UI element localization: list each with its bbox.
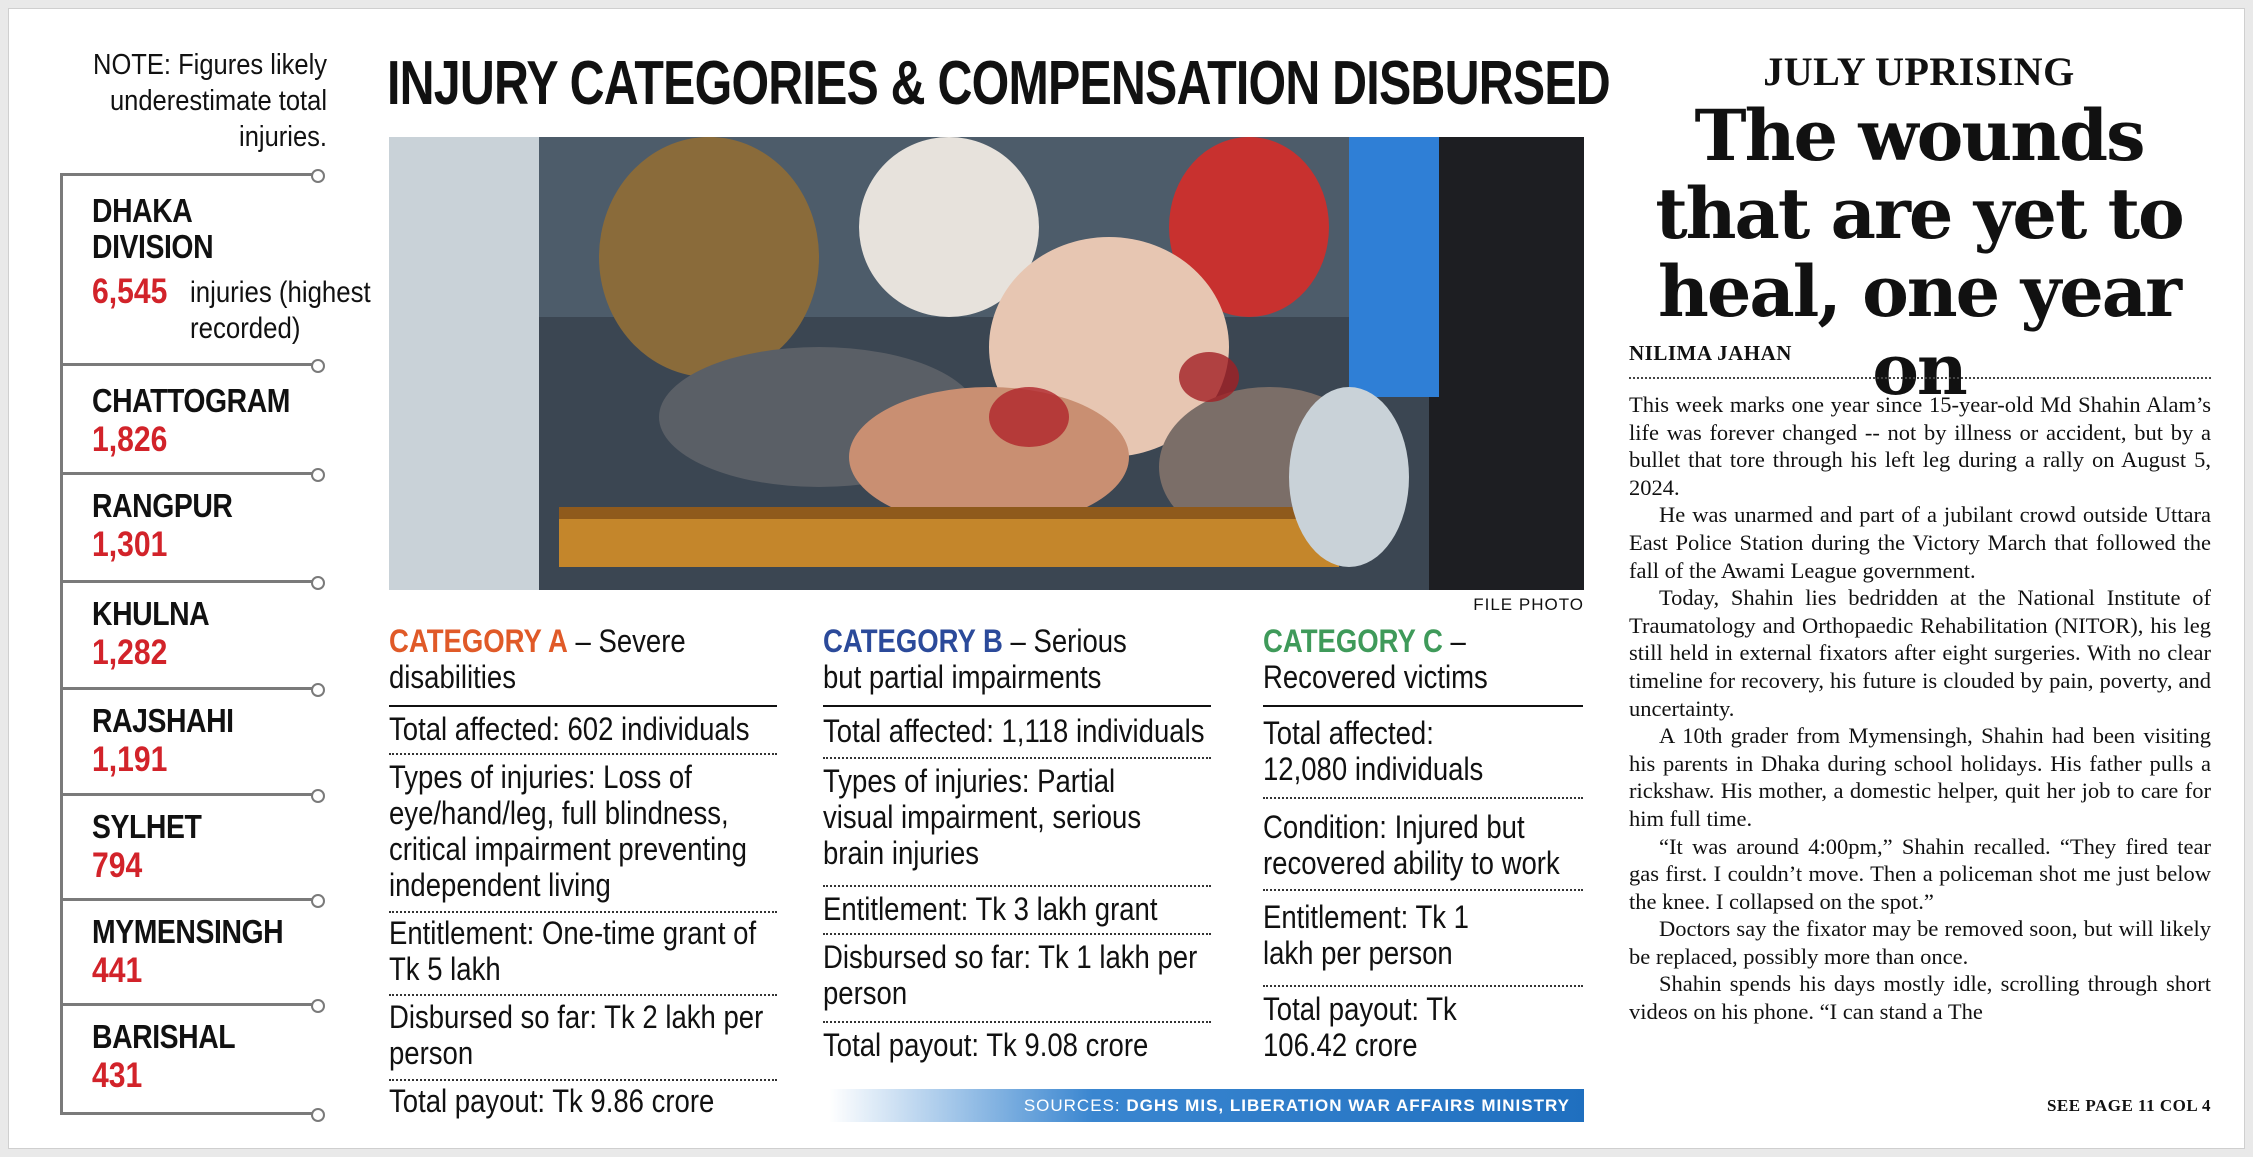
rail-node <box>311 576 325 590</box>
category-desc: – Recovered victims <box>1263 623 1488 695</box>
rail-node <box>311 999 325 1013</box>
divider <box>1263 705 1583 707</box>
divider <box>60 898 315 901</box>
rail-node <box>311 789 325 803</box>
category-row <box>1263 991 1583 1063</box>
sources-text: DGHS MIS, LIBERATION WAR AFFAIRS MINISTRY <box>1126 1096 1570 1115</box>
division-count: 6,545 <box>92 272 168 311</box>
rail-node <box>311 468 325 482</box>
division-name: CHATTOGRAM <box>92 382 291 419</box>
rail-node <box>311 359 325 373</box>
division-name: RANGPUR <box>92 487 233 524</box>
row-text: Total affected: 1,118 individuals <box>823 713 1205 749</box>
divider <box>389 994 777 996</box>
news-photo <box>389 137 1584 590</box>
category-heading <box>1263 623 1521 695</box>
division-count: 1,191 <box>92 740 168 779</box>
divider <box>823 885 1211 887</box>
row-text: Entitlement: One-time grant of Tk 5 lakh <box>389 915 757 987</box>
row-text: Total payout: Tk 9.08 crore <box>823 1027 1149 1063</box>
category-row <box>823 891 1211 927</box>
row-text: Disbursed so far: Tk 1 lakh per person <box>823 939 1198 1011</box>
division-count: 1,826 <box>92 420 168 459</box>
byline-divider <box>1629 377 2211 379</box>
row-text: Entitlement: Tk 1 lakh per person <box>1263 899 1469 971</box>
category-desc: – Serious but partial impairments <box>823 623 1127 695</box>
division-extra: injuries (highest recorded) <box>190 276 371 345</box>
divider <box>823 1021 1211 1023</box>
division-name: BARISHAL <box>92 1018 236 1055</box>
divider <box>1263 797 1583 799</box>
divider <box>823 757 1211 759</box>
divider <box>60 363 315 366</box>
division-count: 794 <box>92 846 143 885</box>
division-rail-line <box>60 173 63 1115</box>
divider <box>60 793 315 796</box>
category-row <box>823 939 1211 1011</box>
category-a <box>389 623 777 1119</box>
article-kicker: JULY UPRISING <box>1763 49 2075 94</box>
row-text: Types of injuries: Loss of eye/hand/leg, full blindness, critical impairment preventing independent living <box>389 759 747 903</box>
rail-node <box>311 894 325 908</box>
divider <box>1263 889 1583 891</box>
divider <box>389 753 777 755</box>
article-paragraph: Today, Shahin lies bedridden at the National Institute of Traumatology and Orthopaedic Rehabilitation (NITOR), his leg still held in external fixators after eight surgeries. With no clear timeline for recovery, his future is clouded by pain, poverty, and uncertainty. <box>1629 585 2211 721</box>
category-row <box>389 711 777 747</box>
division-name: KHULNA <box>92 595 210 632</box>
category-row <box>1263 715 1583 787</box>
rail-node <box>311 683 325 697</box>
category-row <box>823 1027 1211 1063</box>
article-byline: NILIMA JAHAN <box>1629 341 1792 365</box>
division-count: 431 <box>92 1056 143 1095</box>
divider <box>389 1079 777 1081</box>
continued-link[interactable]: SEE PAGE 11 COL 4 <box>2046 1096 2211 1115</box>
divider <box>60 173 315 176</box>
row-text: Total affected: 602 individuals <box>389 711 750 747</box>
category-label: CATEGORY B <box>823 623 1003 659</box>
newspaper-page <box>8 8 2245 1149</box>
article-paragraph: A 10th grader from Mymensingh, Shahin had been visiting his parents in Dhaka during school holidays. His father pulls a rickshaw. His mother, a domestic helper, quit her job to care for him full time. <box>1629 723 2211 831</box>
division-count: 441 <box>92 951 143 990</box>
division-count: 1,301 <box>92 525 168 564</box>
category-label: CATEGORY A <box>389 623 568 659</box>
rail-node <box>311 169 325 183</box>
article-paragraph: “It was around 4:00pm,” Shahin recalled. “They fired tear gas first. I couldn’t move. Then a policeman shot me just below the knee. I collapsed on the spot.” <box>1629 833 2211 914</box>
category-row <box>1263 809 1583 881</box>
row-text: Types of injuries: Partial visual impairment, serious brain injuries <box>823 763 1142 871</box>
photo-credit: FILE PHOTO <box>1473 595 1584 614</box>
divider <box>60 1003 315 1006</box>
sources-bar <box>829 1089 1584 1122</box>
category-row <box>389 1083 777 1119</box>
row-text: Total payout: Tk 9.86 crore <box>389 1083 715 1119</box>
infographic-title: INJURY CATEGORIES & COMPENSATION DISBURSED <box>387 49 1610 118</box>
divider <box>823 933 1211 935</box>
division-list <box>60 173 371 1115</box>
category-row <box>389 999 777 1071</box>
divider <box>60 687 315 690</box>
article-paragraph: He was unarmed and part of a jubilant crowd outside Uttara East Police Station during the Victory March that followed the fall of the Awami League government. <box>1629 502 2211 583</box>
category-row <box>389 915 777 987</box>
category-label: CATEGORY C <box>1263 623 1443 659</box>
category-heading <box>823 623 1167 695</box>
divider <box>60 472 315 475</box>
divider <box>60 580 315 583</box>
row-text: Total affected: 12,080 individuals <box>1263 715 1484 787</box>
row-text: Total payout: Tk 106.42 crore <box>1263 991 1457 1063</box>
note-text: NOTE: Figures likely underestimate total injuries. <box>93 49 327 153</box>
divider <box>389 705 777 707</box>
article-headline: The wounds that are yet to heal, one year on <box>1655 94 2183 411</box>
category-row <box>823 713 1211 749</box>
article-paragraph: Doctors say the fixator may be removed soon, but will likely be replaced, possibly more than once. <box>1629 916 2211 969</box>
rail-node <box>311 1108 325 1122</box>
divider <box>389 911 777 913</box>
category-desc: – Severe disabilities <box>389 623 686 695</box>
division-name: MYMENSINGH <box>92 913 284 950</box>
category-c <box>1263 623 1583 1063</box>
division-name: RAJSHAHI <box>92 702 234 739</box>
division-count: 1,282 <box>92 633 168 672</box>
row-text: Entitlement: Tk 3 lakh grant <box>823 891 1158 927</box>
division-name: DHAKA DIVISION <box>92 192 214 265</box>
category-row <box>823 763 1211 871</box>
row-text: Disbursed so far: Tk 2 lakh per person <box>389 999 764 1071</box>
category-row <box>389 759 777 903</box>
row-text: Condition: Injured but recovered ability to work <box>1263 809 1560 881</box>
photo-illustration <box>389 137 1584 590</box>
sources-label: SOURCES: <box>1023 1096 1121 1115</box>
article-body <box>1629 391 2211 1026</box>
divider <box>60 1112 315 1115</box>
category-heading <box>389 623 785 695</box>
category-b <box>823 623 1211 1063</box>
divider <box>823 705 1211 707</box>
article-paragraph: This week marks one year since 15-year-old Md Shahin Alam’s life was forever changed -- not by illness or accident, but by a bullet that tore through his left leg during a rally on August 5, 2024. <box>1629 392 2211 500</box>
divider <box>1263 985 1583 987</box>
category-row <box>1263 899 1583 971</box>
article-paragraph: Shahin spends his days mostly idle, scrolling through short videos on his phone. “I can stand a The <box>1629 971 2211 1025</box>
division-name: SYLHET <box>92 808 202 845</box>
